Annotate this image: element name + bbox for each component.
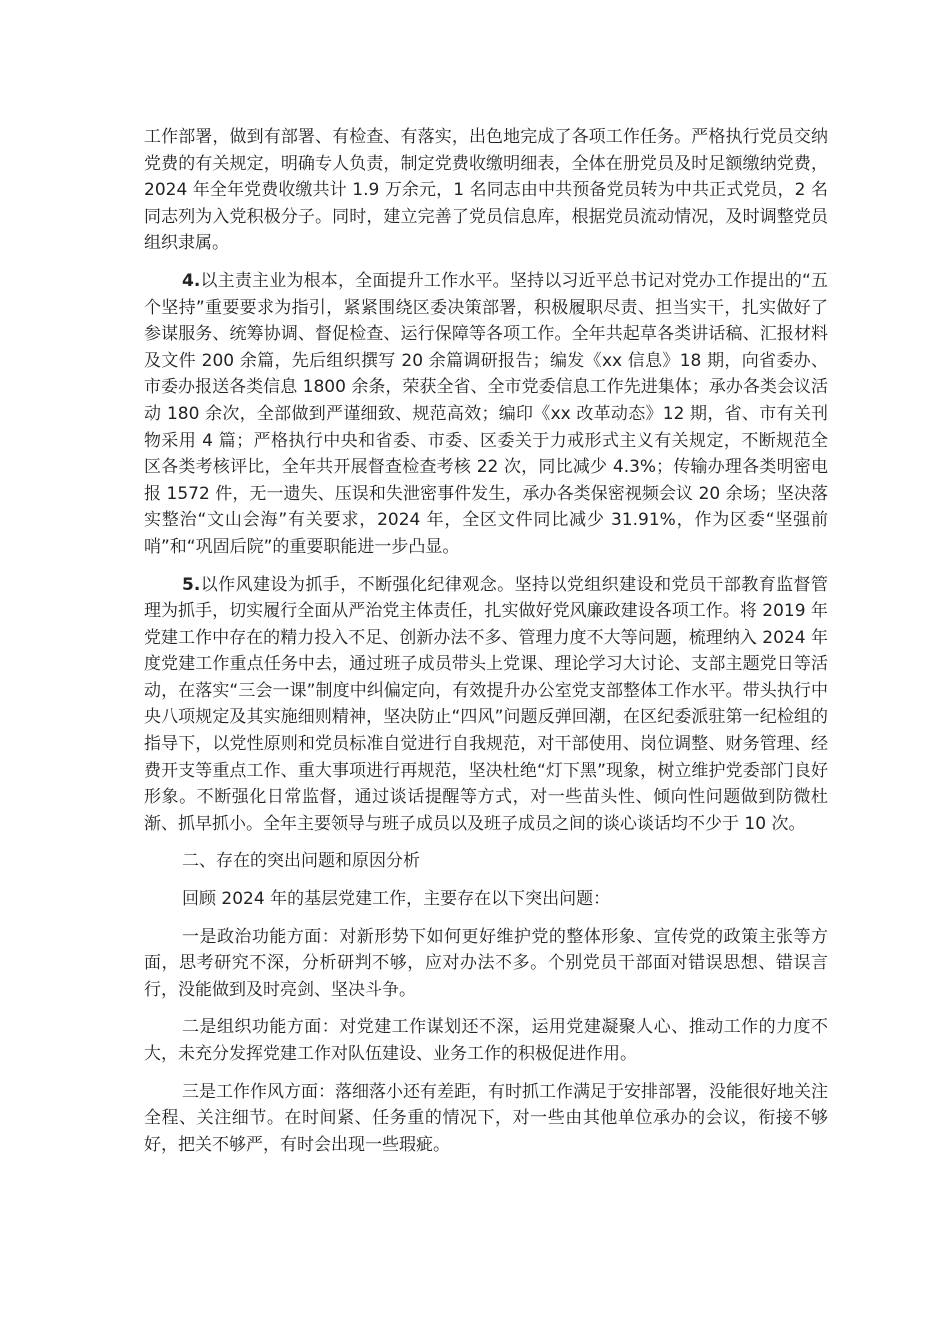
document-page bbox=[144, 124, 828, 1169]
paragraph-problem-work-style: 三是工作作风方面：落细落小还有差距，有时抓工作满足于安排部署，没能很好地关注全程、关注细节。在时间紧、任务重的情况下，对一些由其他单位承办的会议，衔接不够好，把关不够严，有时会出现一些瑕疵。 bbox=[144, 1081, 828, 1155]
paragraph-main-duties bbox=[144, 268, 828, 561]
paragraph-party-dues bbox=[144, 124, 828, 257]
paragraph-number: 5. bbox=[182, 574, 201, 595]
paragraph-problem-political: 一是政治功能方面：对新形势下如何更好维护党的整体形象、宣传党的政策主张等方面，思考研究不深，分析研判不够，应对办法不多。个别党员干部面对错误思想、错误言行，没能做到及时亮剑、坚决斗争。 bbox=[144, 926, 828, 1000]
paragraph-text: 以主责主业为根本，全面提升工作水平。坚持以习近平总书记对党办工作提出的“五个坚持”重要要求为指引，紧紧围绕区委决策部署，积极履职尽责、担当实干，扎实做好了参谋服务、统筹协调、督促检查、运行保障等各项工作。全年共起草各类讲话稿、汇报材料及文件 200 余篇，先后组织撰写 20 余篇调研报告；编发《xx 信息》18 期，向省委办、市委办报送各类信息 1800 余条，荣获全省、全市党委信息工作先进集体；承办各类会议活动 180 余次，全部做到严谨细致、规范高效；编印《xx 改革动态》12 期，省、市有关刊物采用 4 篇；严格执行中央和省委、市委、区委关于力戒形式主义有关规定，不断规范全区各类考核评比，全年共开展督查检查考核 22 次，同比减少 4.3%；传输办理各类明密电报 1572 件，无一遗失、压误和失泄密事件发生，承办各类保密视频会议 20 余场；坚决落实整治“文山会海”有关要求，2024 年，全区文件同比减少 31.91%，作为区委“坚强前哨”和“巩固后院”的重要职能进一步凸显。 bbox=[144, 270, 828, 557]
paragraph-work-style bbox=[144, 572, 828, 838]
paragraph-number: 4. bbox=[182, 270, 201, 291]
paragraph-problem-organization: 二是组织功能方面：对党建工作谋划还不深，运用党建凝聚人心、推动工作的力度不大，未充分发挥党建工作对队伍建设、业务工作的积极促进作用。 bbox=[144, 1017, 828, 1064]
paragraph-review-intro: 回顾 2024 年的基层党建工作，主要存在以下突出问题： bbox=[182, 889, 611, 910]
paragraph-text: 工作部署，做到有部署、有检查、有落实，出色地完成了各项工作任务。严格执行党员交纳党费的有关规定，明确专人负责，制定党费收缴明细表，全体在册党员及时足额缴纳党费，2024 年全年党费收缴共计 1.9 万余元，1 名同志由中共预备党员转为中共正式党员，2 名同志列为入党积极分子。同时，建立完善了党员信息库，根据党员流动情况，及时调整党员组织隶属。 bbox=[144, 127, 828, 254]
paragraph-text: 以作风建设为抓手，不断强化纪律观念。坚持以党组织建设和党员干部教育监督管理为抓手，切实履行全面从严治党主体责任，扎实做好党风廉政建设各项工作。将 2019 年党建工作中存在的精力投入不足、创新办法不多、管理力度不大等问题，梳理纳入 2024 年度党建工作重点任务中去，通过班子成员带头上党课、理论学习大讨论、支部主题党日等活动，在落实“三会一课”制度中纠偏定向，有效提升办公室党支部整体工作水平。带头执行中央八项规定及其实施细则精神，坚决防止“四风”问题反弹回潮，在区纪委派驻第一纪检组的指导下，以党性原则和党员标准自觉进行自我规范，对干部使用、岗位调整、财务管理、经费开支等重点工作、重大事项进行再规范，坚决杜绝“灯下黑”现象，树立维护党委部门良好形象。不断强化日常监督，通过谈话提醒等方式，对一些苗头性、倾向性问题做到防微杜渐、抓早抓小。全年主要领导与班子成员以及班子成员之间的谈心谈话均不少于 10 次。 bbox=[144, 574, 828, 834]
section-heading: 二、存在的突出问题和原因分析 bbox=[182, 851, 420, 872]
